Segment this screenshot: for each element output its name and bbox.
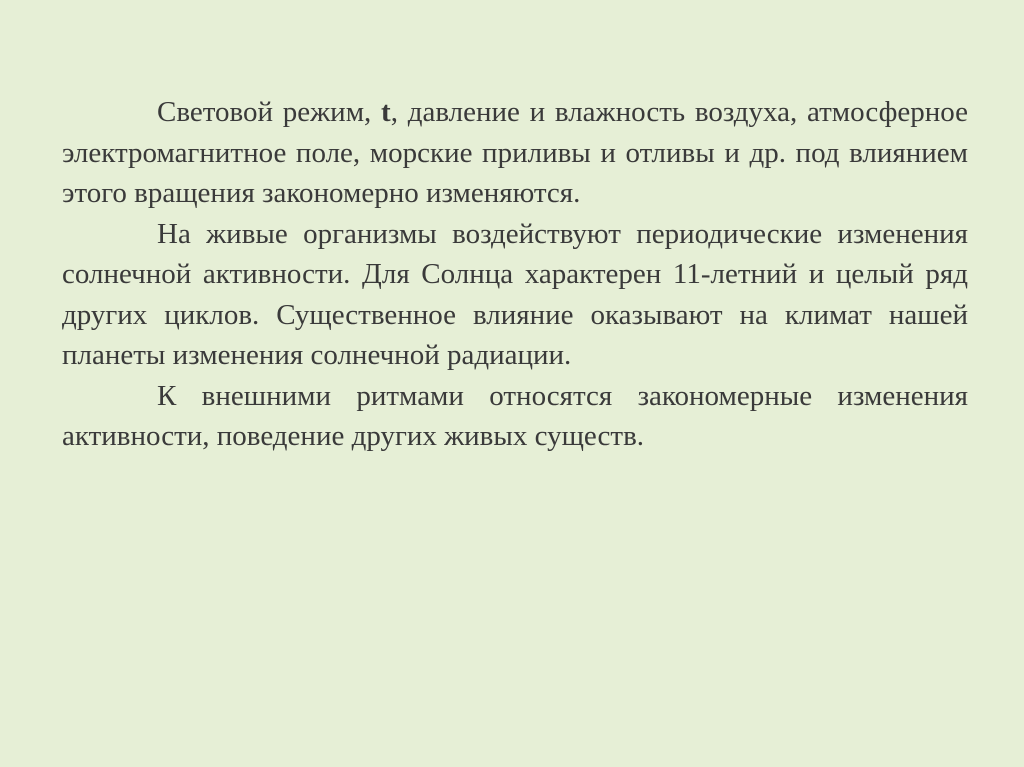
paragraph-light-regime [62, 92, 968, 214]
paragraph-1-start: Световой режим, [157, 96, 382, 128]
paragraph-solar-activity: На живые организмы воздействуют периодические изменения солнечной активности. Для Солнца характерен 11-летний и целый ряд других циклов. Существенное влияние оказывают на климат нашей планеты изменения солнечной радиации. [62, 217, 968, 371]
paragraph-1-rest: , давление и влажность воздуха, атмосферное электромагнитное поле, морские приливы и отливы и др. под влиянием этого вращения закономерно изменяются. [62, 96, 968, 209]
slide-text-body [62, 92, 968, 457]
temperature-symbol: t [381, 96, 391, 128]
paragraph-external-rhythms: К внешними ритмами относятся закономерные изменения активности, поведение других живых существ. [62, 379, 968, 452]
